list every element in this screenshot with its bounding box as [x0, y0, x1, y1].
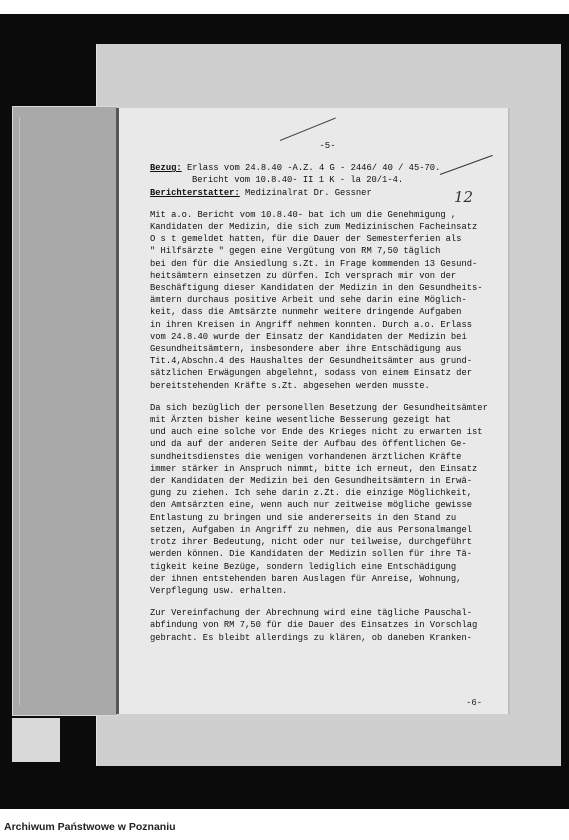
text-line: keit, dass die Amtsärzte nunmehr weitere dringende Aufgaben: [150, 307, 462, 318]
rapporteur-name: Medizinalrat Dr. Gessner: [245, 187, 372, 198]
rapporteur-label: Berichterstatter:: [150, 187, 240, 198]
top-margin-band: [0, 0, 569, 14]
text-line: Verpflegung usw. erhalten.: [150, 585, 288, 596]
text-line: sundheitsdienstes die wenigen vorhandenen ärztlichen Kräfte: [150, 451, 462, 462]
text-line: Mit a.o. Bericht vom 10.8.40- bat ich um die Genehmigung ,: [150, 209, 457, 220]
text-line: O s t gemeldet hatten, für die Dauer der Semesterferien als: [150, 234, 462, 245]
text-line: bei den für die Ansiedlung s.Zt. in Frage kommenden 13 Gesund-: [150, 258, 478, 269]
document-content: [150, 140, 505, 644]
reference-label: Bezug:: [150, 163, 182, 174]
text-line: Kandidaten der Medizin, die sich zum Medizinischen Facheinsatz: [150, 222, 478, 233]
text-line: Da sich bezüglich der personellen Besetzung der Gesundheitsämter: [150, 402, 488, 413]
next-page-marker: -6-: [466, 698, 483, 708]
left-folder-edge: [12, 106, 118, 716]
reference-line: [150, 162, 505, 174]
text-line: heitsämtern einsetzen zu dürfen. Ich versprach mir von der: [150, 270, 457, 281]
text-line: Beschäftigung dieser Kandidaten der Medizin in den Gesundheits-: [150, 283, 483, 294]
handwritten-number: 12: [454, 188, 474, 206]
paragraph-2: [150, 402, 505, 597]
report-text: Bericht vom 10.8.40- II 1 K - la 20/1-4.: [192, 175, 404, 186]
text-line: gung zu ziehen. Ich sehe darin z.Zt. die einzige Möglichkeit,: [150, 488, 473, 499]
report-line: [150, 174, 505, 186]
text-line: ämtern durchaus positive Arbeit und sehe darin eine Möglich-: [150, 295, 467, 306]
paragraph-1: [150, 209, 505, 392]
text-line: tigkeit keine Bezüge, sondern lediglich eine Entschädigung: [150, 561, 457, 572]
text-line: Entlastung zu bringen und sie andererseits in den Stand zu: [150, 512, 457, 523]
text-line: sätzlichen Erwägungen abgelehnt, sodass von einem Einsatz der: [150, 368, 473, 379]
page-marker: -5-: [319, 141, 336, 151]
text-line: setzen, Aufgaben in Angriff zu nehmen, die aus Personalmangel: [150, 524, 473, 535]
text-line: Gesundheitsämtern, insbesondere aber ihre Entschädigung aus: [150, 344, 462, 355]
text-line: " Hilfsärzte " gegen eine Vergütung von RM 7,50 täglich: [150, 246, 441, 257]
text-line: mit Ärzten bisher keine wesentliche Besserung gezeigt hat: [150, 415, 451, 426]
text-line: in ihren Kreisen in Angriff nehmen konnten. Durch a.o. Erlass: [150, 319, 473, 330]
text-line: abfindung von RM 7,50 für die Dauer des Einsatzes in Vorschlag: [150, 620, 478, 631]
text-line: der Kandidaten der Medizin bei den Gesundheitsämtern in Erwä-: [150, 476, 473, 487]
text-line: Zur Vereinfachung der Abrechnung wird eine tägliche Pauschal-: [150, 608, 473, 619]
text-line: Tit.4,Abschn.4 des Haushaltes der Gesundheitsämter aus grund-: [150, 356, 473, 367]
text-line: trotz ihrer Bedeutung, nicht oder nur teilweise, durchgeführt: [150, 537, 473, 548]
archive-label: Archiwum Państwowe w Poznaniu: [4, 821, 176, 833]
reference-text: Erlass vom 24.8.40 -A.Z. 4 G - 2446/ 40 / 45-70.: [186, 163, 441, 174]
rapporteur-line: [150, 187, 505, 199]
bottom-left-strip: [12, 718, 60, 762]
text-line: gebracht. Es bleibt allerdings zu klären, ob daneben Kranken-: [150, 632, 473, 643]
text-line: den Amtsärzten eine, wenn auch nur zeitweise mögliche gewisse: [150, 500, 473, 511]
text-line: vom 24.8.40 wurde der Einsatz der Kandidaten der Medizin bei: [150, 331, 467, 342]
paragraph-3: [150, 607, 505, 644]
text-line: und da auf der anderen Seite der Aufbau des öffentlichen Ge-: [150, 439, 467, 450]
text-line: werden können. Die Kandidaten der Medizin sollen für ihre Tä-: [150, 549, 473, 560]
text-line: bereitstehenden Kräfte s.Zt. abgesehen werden musste.: [150, 380, 430, 391]
text-line: und auch eine solche vor Ende des Krieges nicht zu erwarten ist: [150, 427, 483, 438]
text-line: immer stärker in Anspruch nimmt, bitte ich erneut, den Einsatz: [150, 463, 478, 474]
text-line: der ihnen entstehenden baren Auslagen für Anreise, Wohnung,: [150, 573, 462, 584]
